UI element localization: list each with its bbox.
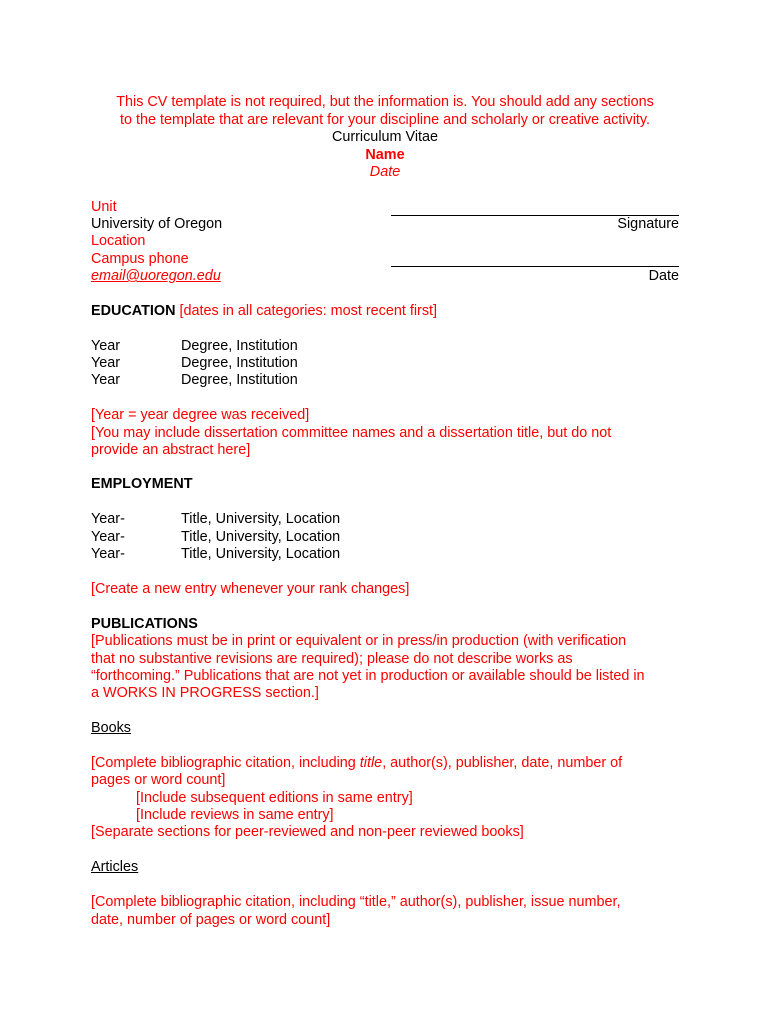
education-year-note: [Year = year degree was received] [91, 407, 310, 423]
name-placeholder: Name [365, 147, 405, 163]
books-sections-note: [Separate sections for peer-reviewed and non-peer reviewed books] [91, 824, 524, 840]
publications-note-3: “forthcoming.” Publications that are not yet in production or available should be listed in [91, 668, 645, 684]
education-heading: EDUCATION [91, 303, 176, 319]
university-name: University of Oregon [91, 216, 223, 232]
books-citation-text-a: [Complete bibliographic citation, including [91, 755, 360, 771]
publications-heading: PUBLICATIONS [91, 616, 198, 632]
employment-year-2: Year- [91, 529, 125, 545]
employment-title-2: Title, University, Location [181, 529, 341, 545]
publications-note-1: [Publications must be in print or equivalent or in press/in production (with verification [91, 633, 627, 649]
employment-year-3: Year- [91, 546, 125, 562]
education-dissertation-note-2: provide an abstract here] [91, 442, 251, 458]
books-citation-line-1 [91, 755, 622, 772]
template-notice-line-1: This CV template is not required, but the information is. You should add any sections [116, 94, 654, 110]
signature-date-label: Date [648, 268, 679, 284]
document-title: Curriculum Vitae [331, 129, 439, 145]
books-citation-line-2: pages or word count] [91, 772, 226, 788]
education-year-2: Year [91, 355, 121, 371]
books-heading: Books [91, 720, 131, 736]
education-degree-3: Degree, Institution [181, 372, 298, 388]
education-degree-1: Degree, Institution [181, 338, 298, 354]
education-note: [dates in all categories: most recent first] [179, 303, 438, 319]
articles-citation-line-1: [Complete bibliographic citation, including “title,” author(s), publisher, issue number, [91, 894, 621, 910]
articles-heading: Articles [91, 859, 139, 875]
education-year-3: Year [91, 372, 121, 388]
employment-heading: EMPLOYMENT [91, 476, 193, 492]
books-reviews-note: [Include reviews in same entry] [136, 807, 334, 823]
publications-note-2: that no substantive revisions are required); please do not describe works as [91, 651, 573, 667]
email-link[interactable]: email@uoregon.edu [91, 268, 221, 284]
signature-date-line [391, 266, 679, 267]
publications-note-4: a WORKS IN PROGRESS section.] [91, 685, 319, 701]
signature-label: Signature [617, 216, 679, 232]
books-citation-title-word: title [359, 755, 383, 771]
books-editions-note: [Include subsequent editions in same entry] [136, 790, 413, 806]
articles-citation-line-2: date, number of pages or word count] [91, 912, 331, 928]
campus-phone-placeholder: Campus phone [91, 251, 189, 267]
date-placeholder: Date [369, 164, 401, 180]
education-year-1: Year [91, 338, 121, 354]
education-heading-row [91, 303, 437, 320]
template-notice-line-2: to the template that are relevant for your discipline and scholarly or creative activity. [119, 112, 651, 128]
employment-title-1: Title, University, Location [181, 511, 341, 527]
books-citation-text-c: , author(s), publisher, date, number of [382, 755, 623, 771]
employment-year-1: Year- [91, 511, 125, 527]
education-degree-2: Degree, Institution [181, 355, 298, 371]
employment-rank-note: [Create a new entry whenever your rank changes] [91, 581, 410, 597]
location-placeholder: Location [91, 233, 146, 249]
employment-title-3: Title, University, Location [181, 546, 341, 562]
unit-placeholder: Unit [91, 199, 117, 215]
education-dissertation-note-1: [You may include dissertation committee names and a dissertation title, but do not [91, 425, 612, 441]
